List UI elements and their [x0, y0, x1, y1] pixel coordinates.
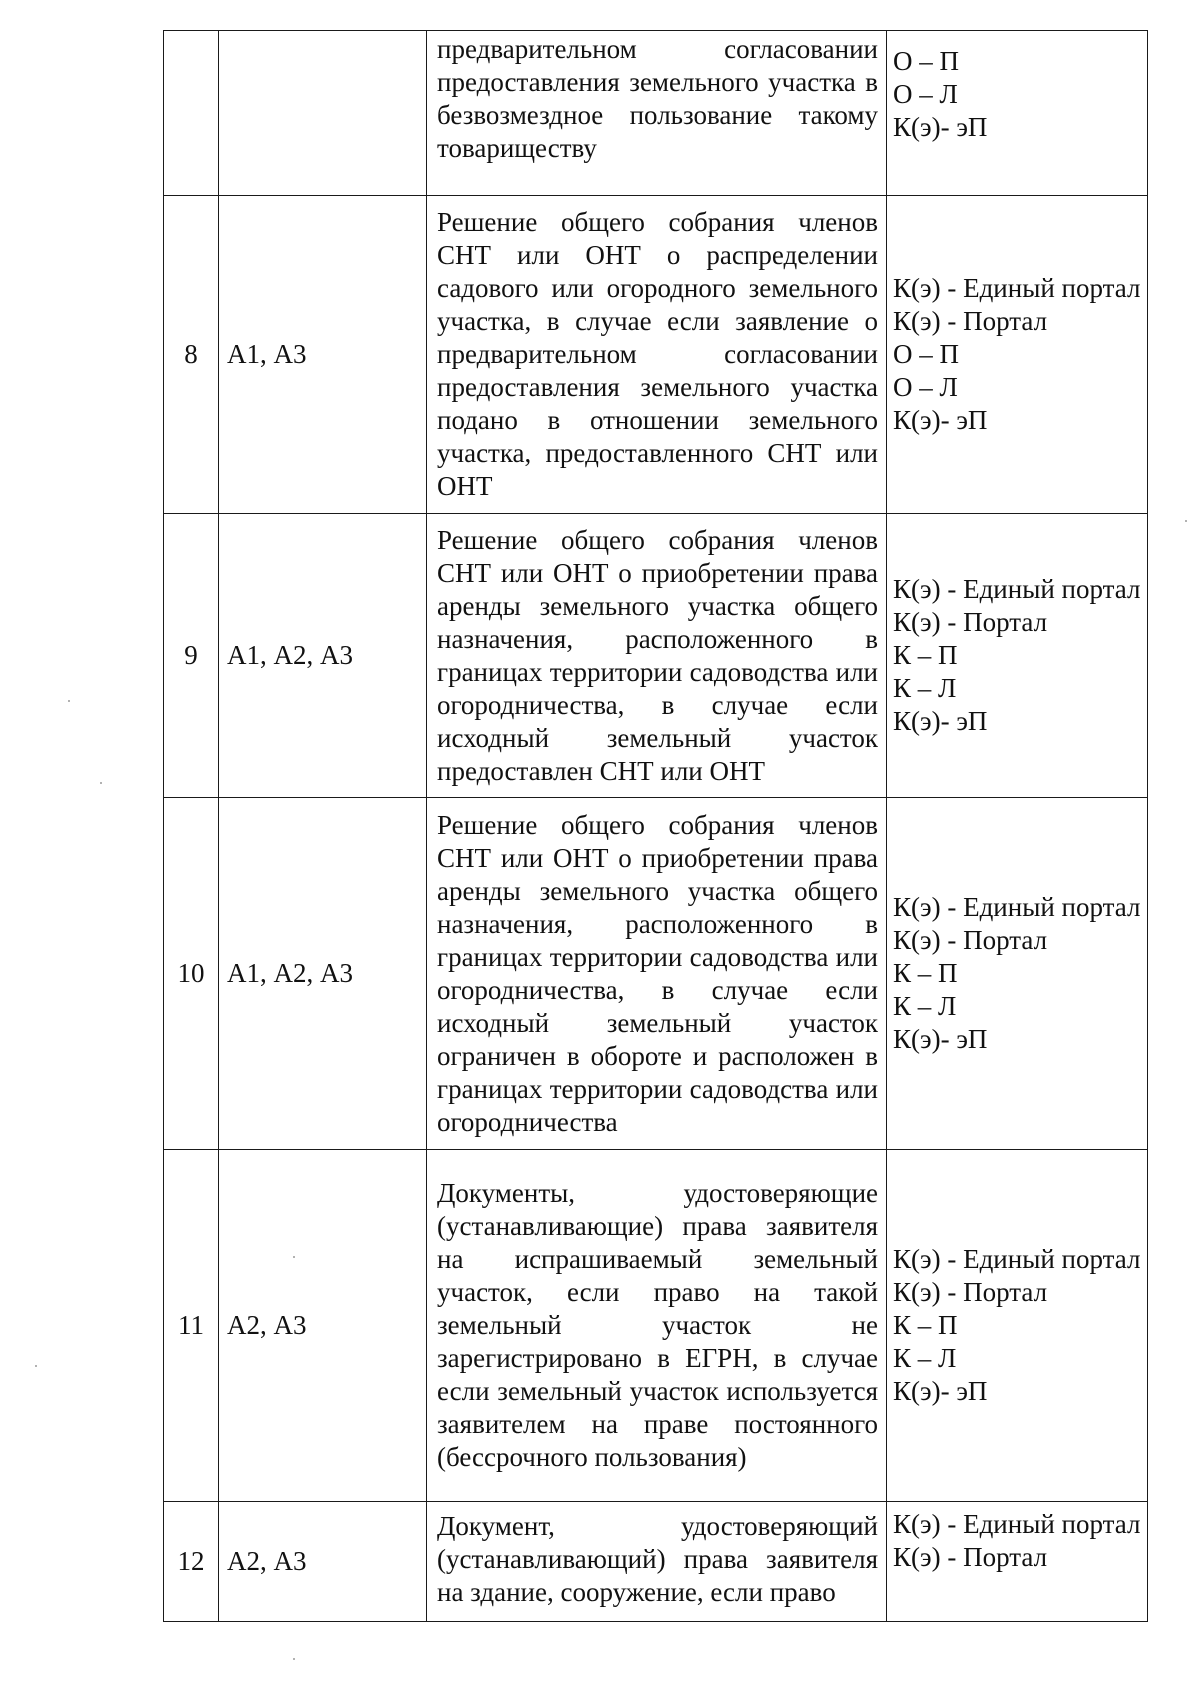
- document-cell: [427, 1150, 887, 1502]
- submission-method: К(э)- эП: [893, 405, 988, 435]
- applicant-categories: А1, А2, А3: [227, 640, 353, 670]
- submission-method: К(э) - Единый портал: [893, 574, 1141, 604]
- row-number: 9: [184, 640, 198, 670]
- document-description: Документы, удостоверяющие (устанавливающие) права заявителя на испрашиваемый земельный участок, если право на такой земельный участок не зарегистрировано в ЕГРН, в случае если земельный участок используется заявителем на праве постоянного (бессрочного пользования): [437, 1178, 878, 1472]
- row-number: 11: [178, 1310, 204, 1340]
- submission-method: К – Л: [893, 1343, 957, 1373]
- row-number: 8: [184, 339, 198, 369]
- table-row: [164, 1150, 1148, 1502]
- submission-methods: [887, 45, 1147, 144]
- submission-methods: [887, 1243, 1147, 1408]
- submission-method: К(э) - Единый портал: [893, 1244, 1141, 1274]
- document-description: предварительном согласовании предоставления земельного участка в безвозмездное пользование такому товариществу: [437, 34, 878, 163]
- row-number: 10: [177, 958, 205, 988]
- applicant-categories: А1, А3: [227, 339, 307, 369]
- submission-methods-cell: [887, 1502, 1148, 1622]
- submission-methods-cell: [887, 31, 1148, 196]
- table-row: [164, 514, 1148, 798]
- applicants-cell: [219, 1150, 427, 1502]
- submission-methods-cell: [887, 196, 1148, 514]
- applicants-cell: [219, 196, 427, 514]
- document-description: Документ, удостоверяющий (устанавливающий) права заявителя на здание, сооружение, если право: [437, 1511, 878, 1607]
- table-row: [164, 196, 1148, 514]
- applicant-categories: А2, А3: [227, 1546, 307, 1576]
- submission-method: О – Л: [893, 372, 958, 402]
- row-number-cell: [164, 1502, 219, 1622]
- applicants-cell: [219, 31, 427, 196]
- submission-methods-cell: [887, 1150, 1148, 1502]
- document-cell: [427, 514, 887, 798]
- submission-method: О – П: [893, 339, 959, 369]
- applicant-categories: А1, А2, А3: [227, 958, 353, 988]
- submission-method: К(э) - Портал: [893, 607, 1048, 637]
- row-number-cell: [164, 196, 219, 514]
- submission-method: К – П: [893, 1310, 958, 1340]
- table-row: [164, 1502, 1148, 1622]
- scan-speck: [35, 1365, 37, 1367]
- submission-methods-cell: [887, 514, 1148, 798]
- submission-method: К(э) - Единый портал: [893, 273, 1141, 303]
- table-row: [164, 31, 1148, 196]
- row-number: 12: [177, 1546, 205, 1576]
- row-number-cell: [164, 514, 219, 798]
- submission-method: К(э) - Портал: [893, 1277, 1048, 1307]
- applicant-categories: А2, А3: [227, 1310, 307, 1340]
- scan-speck: [100, 782, 102, 784]
- submission-method: К(э)- эП: [893, 1376, 988, 1406]
- submission-method: К(э)- эП: [893, 112, 988, 142]
- submission-method: О – П: [893, 46, 959, 76]
- submission-method: К – Л: [893, 991, 957, 1021]
- scan-speck: [68, 700, 70, 702]
- scan-speck: [1185, 520, 1187, 522]
- submission-method: К(э) - Портал: [893, 925, 1048, 955]
- table-row: [164, 798, 1148, 1150]
- submission-method: К(э) - Портал: [893, 306, 1048, 336]
- document-cell: [427, 31, 887, 196]
- document-description: Решение общего собрания членов СНТ или ОНТ о приобретении права аренды земельного участка общего назначения, расположенного в границах территории садоводства или огородничества, в случае если исходный земельный участок ограничен в обороте и расположен в границах территории садоводства или огородничества: [437, 809, 878, 1137]
- scan-speck: [293, 1256, 295, 1258]
- submission-methods: [887, 1508, 1147, 1574]
- submission-methods: [887, 272, 1147, 437]
- document-cell: [427, 1502, 887, 1622]
- submission-method: К – П: [893, 640, 958, 670]
- document-description: Решение общего собрания членов СНТ или ОНТ о распределении садового или огородного земельного участка, в случае если заявление о предварительном согласовании предоставления земельного участка подано в отношении земельного участка, предоставленного СНТ или ОНТ: [437, 207, 878, 501]
- submission-method: К(э)- эП: [893, 1024, 988, 1054]
- row-number-cell: [164, 31, 219, 196]
- submission-method: О – Л: [893, 79, 958, 109]
- document-cell: [427, 798, 887, 1150]
- submission-method: К(э)- эП: [893, 706, 988, 736]
- submission-methods: [887, 891, 1147, 1056]
- applicants-cell: [219, 1502, 427, 1622]
- scan-speck: [293, 1658, 295, 1660]
- submission-method: К – Л: [893, 673, 957, 703]
- submission-methods: [887, 573, 1147, 738]
- document-description: Решение общего собрания членов СНТ или ОНТ о приобретении права аренды земельного участка общего назначения, расположенного в границах территории садоводства или огородничества, в случае если исходный земельный участок предоставлен СНТ или ОНТ: [437, 524, 878, 786]
- submission-method: К – П: [893, 958, 958, 988]
- applicants-cell: [219, 514, 427, 798]
- row-number-cell: [164, 1150, 219, 1502]
- documents-table: [163, 30, 1148, 1622]
- submission-methods-cell: [887, 798, 1148, 1150]
- submission-method: К(э) - Единый портал: [893, 1509, 1141, 1539]
- row-number-cell: [164, 798, 219, 1150]
- document-cell: [427, 196, 887, 514]
- submission-method: К(э) - Единый портал: [893, 892, 1141, 922]
- submission-method: К(э) - Портал: [893, 1542, 1048, 1572]
- applicants-cell: [219, 798, 427, 1150]
